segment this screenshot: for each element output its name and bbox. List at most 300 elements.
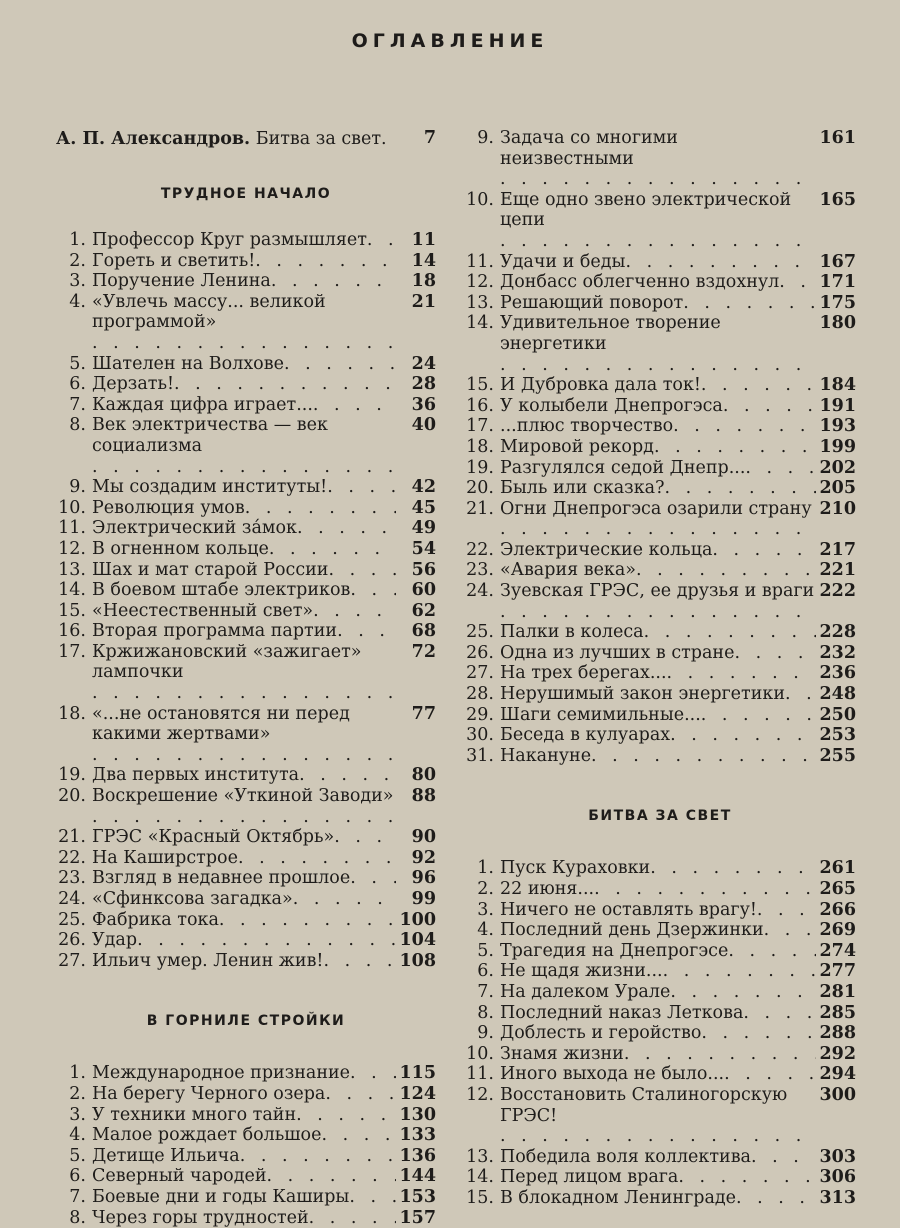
toc-entry-title: Вторая программа партии <box>92 621 338 642</box>
toc-entry-number: 31. <box>466 745 494 766</box>
toc-entry-title: Кржижановский «зажигает» лампочки <box>92 641 362 683</box>
toc-entry-number: 27. <box>466 663 494 684</box>
dot-leader <box>367 230 396 251</box>
dot-leader <box>92 457 396 478</box>
dot-leader <box>299 765 396 786</box>
dot-leader <box>743 1003 816 1024</box>
toc-entry-number: 6. <box>69 1166 86 1187</box>
toc-entry[interactable] <box>464 313 856 375</box>
toc-entry-title: Огни Днепрогэса озарили страну <box>500 498 812 519</box>
toc-page-number: 205 <box>819 478 856 499</box>
dot-leader <box>701 1023 816 1044</box>
toc-entry[interactable] <box>464 858 856 879</box>
dot-leader <box>724 1064 816 1085</box>
dot-leader <box>636 560 816 581</box>
dot-leader <box>625 252 816 273</box>
toc-entry-title: Дерзать! <box>92 374 175 395</box>
toc-entry[interactable] <box>56 868 436 889</box>
dot-leader <box>309 1208 396 1228</box>
dot-leader <box>728 941 816 962</box>
dot-leader <box>785 684 816 705</box>
toc-entry[interactable] <box>464 478 856 499</box>
toc-entry-number: 9. <box>477 1023 494 1044</box>
toc-entry[interactable] <box>56 395 436 416</box>
toc-entry[interactable] <box>464 396 856 417</box>
toc-entry-number: 7. <box>69 394 86 415</box>
toc-page-number: 7 <box>423 128 436 148</box>
toc-entry-number: 3. <box>69 271 86 292</box>
dot-leader <box>701 375 816 396</box>
toc-entry[interactable] <box>464 1188 856 1209</box>
toc-entry[interactable] <box>464 879 856 900</box>
toc-entry-number: 8. <box>69 1207 86 1228</box>
toc-entry-number: 27. <box>58 950 86 971</box>
toc-entry-number: 5. <box>69 353 86 374</box>
toc-page-number: 236 <box>819 663 856 684</box>
toc-entry[interactable] <box>56 621 436 642</box>
toc-entry[interactable] <box>464 416 856 437</box>
toc-entry-title: Последний наказ Леткова <box>500 1002 744 1023</box>
toc-column-right <box>464 128 856 1209</box>
dot-leader <box>500 169 816 190</box>
toc-page-number: 72 <box>411 641 436 662</box>
toc-entry-number: 3. <box>477 899 494 920</box>
toc-entry[interactable] <box>464 684 856 705</box>
toc-entry-title: Международное признание <box>92 1063 351 1084</box>
toc-entry[interactable] <box>464 622 856 643</box>
dot-leader <box>650 858 816 879</box>
toc-page-number: 292 <box>819 1043 856 1064</box>
toc-entry[interactable] <box>464 252 856 273</box>
toc-list <box>56 1063 436 1228</box>
toc-entry[interactable] <box>56 1063 436 1084</box>
toc-entry-number: 25. <box>58 909 86 930</box>
toc-entry[interactable] <box>56 1208 436 1228</box>
dot-leader <box>92 745 396 766</box>
toc-entry-title: Удар <box>92 930 138 951</box>
dot-leader <box>328 560 396 581</box>
toc-page-number: 100 <box>399 909 436 930</box>
toc-page-number: 49 <box>411 518 436 539</box>
toc-entry-title: Знамя жизни <box>500 1043 624 1064</box>
dot-leader <box>92 683 396 704</box>
toc-entry-title: Беседа в кулуарах <box>500 725 671 746</box>
toc-entry-number: 5. <box>477 940 494 961</box>
toc-entry[interactable] <box>464 272 856 293</box>
section-heading: В ГОРНИЛЕ СТРОЙКИ <box>146 1013 346 1030</box>
toc-entry[interactable] <box>56 477 436 498</box>
toc-entry-title: Шателен на Волхове <box>92 353 284 374</box>
toc-entry-title: Перед лицом врага <box>500 1167 679 1188</box>
toc-entry-title: Мы создадим институты! <box>92 477 328 498</box>
toc-page-number: 277 <box>819 961 856 982</box>
toc-entry[interactable] <box>56 518 436 539</box>
toc-entry[interactable] <box>56 354 436 375</box>
toc-entry-title: Гореть и светить! <box>92 250 256 271</box>
toc-entry-title: Победила воля коллектива <box>500 1146 751 1167</box>
toc-entry-number: 2. <box>477 879 494 899</box>
dot-leader <box>723 396 816 417</box>
dot-leader <box>670 982 816 1003</box>
toc-entry-number: 11. <box>466 1064 494 1085</box>
toc-entry[interactable] <box>56 827 436 848</box>
dot-leader <box>293 889 396 910</box>
toc-page-number: 281 <box>819 981 856 1002</box>
toc-entry[interactable] <box>464 375 856 396</box>
dot-leader <box>313 601 396 622</box>
toc-entry-number: 15. <box>58 600 86 621</box>
toc-page-number: 269 <box>819 920 856 941</box>
toc-entry-title: На берегу Черного озера <box>92 1083 326 1104</box>
toc-page-number: 248 <box>819 684 856 705</box>
toc-entry-title: Ильич умер. Ленин жив! <box>92 950 324 971</box>
dot-leader <box>219 910 396 931</box>
toc-entry-number: 30. <box>466 725 494 746</box>
toc-entry-number: 17. <box>466 416 494 437</box>
toc-entry-number: 4. <box>477 920 494 941</box>
dot-leader <box>779 272 816 293</box>
toc-page-number: 88 <box>411 786 436 807</box>
toc-page-number: 36 <box>411 394 436 415</box>
toc-entry[interactable] <box>464 725 856 746</box>
toc-entry-number: 11. <box>466 251 494 272</box>
toc-entry[interactable] <box>464 643 856 664</box>
dot-leader <box>255 251 396 272</box>
toc-entry[interactable] <box>464 1023 856 1044</box>
toc-entry[interactable] <box>464 900 856 921</box>
toc-entry[interactable] <box>464 705 856 726</box>
toc-entry-number: 19. <box>466 457 494 478</box>
toc-entry-number: 6. <box>69 374 86 395</box>
toc-entry[interactable] <box>56 580 436 601</box>
toc-page-number: 250 <box>819 704 856 725</box>
toc-entry[interactable] <box>464 746 856 767</box>
toc-entry[interactable] <box>56 704 436 766</box>
toc-entry-title: Малое рождает большое <box>92 1125 322 1146</box>
toc-entry[interactable] <box>56 374 436 395</box>
toc-entry-number: 16. <box>466 395 494 416</box>
toc-page-number: 274 <box>819 940 856 961</box>
dot-leader <box>313 395 396 416</box>
foreword-title: Битва за свет <box>255 129 382 149</box>
toc-entry-number: 15. <box>466 375 494 396</box>
toc-entry-number: 26. <box>466 642 494 663</box>
toc-page-number: 124 <box>399 1083 436 1104</box>
toc-entry-number: 8. <box>477 1002 494 1023</box>
dot-leader <box>667 663 816 684</box>
toc-entry[interactable] <box>464 1044 856 1065</box>
toc-page-number: 175 <box>819 292 856 313</box>
toc-page-number: 210 <box>819 498 856 519</box>
toc-entry-number: 24. <box>466 581 494 602</box>
toc-page-number: 193 <box>819 416 856 437</box>
toc-entry-number: 7. <box>477 981 494 1002</box>
dot-leader <box>500 231 816 252</box>
toc-entry[interactable] <box>56 292 436 354</box>
toc-entry-number: 1. <box>69 230 86 250</box>
toc-entry-number: 2. <box>69 1083 86 1104</box>
dot-leader <box>757 900 816 921</box>
toc-entry-title: У техники много тайн <box>92 1104 297 1125</box>
toc-page-number: 104 <box>399 930 436 951</box>
toc-entry[interactable] <box>464 540 856 561</box>
toc-entry-number: 3. <box>69 1104 86 1125</box>
dot-leader <box>751 1147 816 1168</box>
dot-leader <box>349 1187 396 1208</box>
dot-leader <box>238 848 396 869</box>
toc-entry-title: Донбасс облегченно вздохнул <box>500 272 780 293</box>
dot-leader <box>736 1188 816 1209</box>
toc-entry-title: Ничего не оставлять врагу! <box>500 899 757 920</box>
toc-entry-title: Пуск Кураховки <box>500 858 651 879</box>
toc-entry-number: 21. <box>58 827 86 848</box>
toc-entry[interactable] <box>56 930 436 951</box>
toc-entry-number: 22. <box>58 847 86 868</box>
toc-list <box>464 858 856 1208</box>
dot-leader <box>296 1105 396 1126</box>
toc-entry[interactable] <box>56 1166 436 1187</box>
toc-entry[interactable] <box>464 982 856 1003</box>
toc-entry-title: На трех берегах... <box>500 663 667 684</box>
dot-leader <box>350 580 396 601</box>
toc-entry-number: 21. <box>466 498 494 519</box>
toc-entry[interactable] <box>56 415 436 477</box>
toc-page-number: 228 <box>819 622 856 643</box>
toc-list <box>464 128 856 766</box>
toc-page-number: 300 <box>819 1084 856 1105</box>
toc-entry-number: 17. <box>58 641 86 662</box>
toc-page-number: 184 <box>819 375 856 396</box>
toc-entry-title: Электрический за́мок <box>92 518 297 539</box>
foreword-author: А. П. Александров. <box>56 129 251 149</box>
toc-page-number: 14 <box>411 250 436 271</box>
toc-entry-title: Век электричества — век социализма <box>92 415 328 456</box>
toc-page-number: 161 <box>819 128 856 148</box>
toc-entry-title: Одна из лучших в стране <box>500 642 735 663</box>
toc-entry-title: 22 июня... <box>500 879 595 899</box>
toc-entry[interactable] <box>56 271 436 292</box>
toc-entry-number: 26. <box>58 930 86 951</box>
toc-page-number: 157 <box>399 1207 436 1228</box>
toc-entry[interactable] <box>464 1003 856 1024</box>
toc-entry[interactable] <box>56 910 436 931</box>
section-heading: ТРУДНОЕ НАЧАЛО <box>160 186 332 202</box>
toc-entry-number: 25. <box>466 622 494 643</box>
toc-entry-title: Боевые дни и годы Каширы <box>92 1186 350 1207</box>
toc-page-number: 99 <box>411 889 436 909</box>
toc-entry-title: «Увлечь массу... великой программой» <box>92 291 326 333</box>
toc-entry-title: Каждая цифра играет... <box>92 394 313 415</box>
dot-leader <box>334 827 396 848</box>
toc-entry-title: Шах и мат старой России <box>92 559 329 580</box>
toc-entry-number: 24. <box>58 889 86 909</box>
toc-entry-number: 28. <box>466 684 494 705</box>
toc-entry[interactable] <box>56 889 436 910</box>
toc-entry[interactable] <box>464 458 856 479</box>
toc-page-number: 60 <box>411 580 436 601</box>
toc-entry-number: 13. <box>58 559 86 580</box>
dot-leader <box>271 271 396 292</box>
toc-entry[interactable] <box>56 848 436 869</box>
dot-leader <box>678 1167 816 1188</box>
toc-entry-number: 4. <box>69 291 86 312</box>
dot-leader <box>284 354 396 375</box>
toc-page-number: 313 <box>819 1187 856 1208</box>
toc-page-number: 255 <box>819 745 856 766</box>
toc-page-number: 303 <box>819 1146 856 1167</box>
toc-page-number: 261 <box>819 858 856 879</box>
toc-entry[interactable] <box>56 1125 436 1146</box>
toc-entry[interactable] <box>56 560 436 581</box>
toc-entry[interactable] <box>464 1147 856 1168</box>
toc-entry[interactable] <box>464 581 856 622</box>
toc-page-number: 253 <box>819 725 856 746</box>
toc-list <box>56 230 436 971</box>
toc-entry-title: Восстановить Сталиногорскую ГРЭС! <box>500 1084 788 1126</box>
toc-entry-number: 29. <box>466 704 494 725</box>
toc-page-number: 306 <box>819 1167 856 1188</box>
toc-entry-title: У колыбели Днепрогэса <box>500 395 723 416</box>
toc-entry[interactable] <box>464 293 856 314</box>
toc-page-number: 165 <box>819 189 856 210</box>
toc-page-number: 90 <box>411 827 436 848</box>
dot-leader <box>764 920 816 941</box>
toc-entry[interactable] <box>464 190 856 252</box>
toc-entry[interactable] <box>56 539 436 560</box>
toc-page-number: 180 <box>819 313 856 334</box>
toc-entry[interactable] <box>464 1085 856 1147</box>
toc-entry-title: Решающий поворот <box>500 292 684 313</box>
dot-leader <box>683 293 816 314</box>
toc-entry-title: Разгулялся седой Днепр... <box>500 457 746 478</box>
dot-leader <box>500 602 816 623</box>
toc-entry-number: 19. <box>58 765 86 786</box>
toc-foreword[interactable] <box>56 128 436 150</box>
toc-entry-number: 1. <box>69 1063 86 1084</box>
toc-entry[interactable] <box>464 1064 856 1085</box>
toc-entry[interactable] <box>464 941 856 962</box>
toc-page-number: 217 <box>819 539 856 560</box>
toc-page-number: 40 <box>411 415 436 436</box>
toc-entry-number: 7. <box>69 1186 86 1207</box>
toc-page-number: 285 <box>819 1002 856 1023</box>
dot-leader <box>323 951 396 972</box>
toc-entry-number: 12. <box>466 272 494 293</box>
toc-page-number: 133 <box>399 1125 436 1146</box>
toc-entry-number: 13. <box>466 1146 494 1167</box>
toc-entry[interactable] <box>56 765 436 786</box>
toc-entry-title: В блокадном Ленинграде <box>500 1187 737 1208</box>
toc-entry-number: 12. <box>466 1084 494 1105</box>
toc-page-number: 115 <box>399 1063 436 1084</box>
dot-leader <box>712 540 816 561</box>
toc-entry[interactable] <box>464 1167 856 1188</box>
section-heading: БИТВА ЗА СВЕТ <box>588 808 732 825</box>
toc-entry[interactable] <box>56 230 436 251</box>
toc-page-number: 68 <box>411 621 436 642</box>
toc-page-number: 77 <box>411 703 436 724</box>
dot-leader <box>745 458 816 479</box>
toc-entry[interactable] <box>56 786 436 827</box>
toc-entry-number: 1. <box>477 858 494 879</box>
toc-entry-title: «...не остановятся ни перед какими жертвами» <box>92 703 350 745</box>
toc-entry[interactable] <box>56 1084 436 1105</box>
dot-leader <box>500 355 816 376</box>
toc-entry-title: Зуевская ГРЭС, ее друзья и враги <box>500 581 815 602</box>
toc-entry-title: Не щадя жизни... <box>500 961 663 982</box>
toc-entry-number: 4. <box>69 1125 86 1146</box>
toc-entry-title: Задача со многими неизвестными <box>500 128 678 169</box>
toc-entry[interactable] <box>56 498 436 519</box>
toc-entry-title: Удачи и беды <box>500 251 626 272</box>
dot-leader <box>92 333 396 354</box>
toc-entry-title: Через горы трудностей <box>92 1207 309 1228</box>
toc-entry-title: Еще одно звено электрической цепи <box>500 189 792 231</box>
toc-entry-number: 14. <box>58 580 86 601</box>
toc-entry[interactable] <box>464 560 856 581</box>
toc-entry[interactable] <box>464 920 856 941</box>
toc-entry-number: 6. <box>477 961 494 982</box>
toc-page-number: 96 <box>411 868 436 889</box>
dot-leader <box>267 1166 396 1187</box>
toc-page-number: 265 <box>819 879 856 899</box>
toc-entry-number: 18. <box>466 436 494 457</box>
toc-entry[interactable] <box>56 601 436 622</box>
toc-column-left <box>56 128 436 1228</box>
toc-entry-title: Быль или сказка? <box>500 478 665 499</box>
toc-page-number: 28 <box>411 374 436 395</box>
toc-entry[interactable] <box>56 1187 436 1208</box>
dot-leader <box>500 1126 816 1147</box>
toc-page-number: 21 <box>411 291 436 312</box>
dot-leader <box>381 129 396 150</box>
toc-page-number: 54 <box>411 538 436 559</box>
toc-entry[interactable] <box>56 1146 436 1167</box>
toc-entry-number: 10. <box>466 1043 494 1064</box>
toc-entry-title: В боевом штабе электриков <box>92 580 351 601</box>
toc-entry[interactable] <box>464 128 856 190</box>
toc-entry-number: 16. <box>58 621 86 642</box>
toc-page-number: 62 <box>411 600 436 621</box>
dot-leader <box>240 1146 396 1167</box>
dot-leader <box>92 807 396 828</box>
toc-page-number: 130 <box>399 1104 436 1125</box>
toc-page-number: 45 <box>411 497 436 518</box>
toc-entry[interactable] <box>56 951 436 972</box>
toc-entry[interactable] <box>464 663 856 684</box>
toc-entry-title: Удивительное творение энергетики <box>500 313 721 354</box>
toc-entry[interactable] <box>56 251 436 272</box>
toc-page-number: 191 <box>819 395 856 416</box>
toc-entry[interactable] <box>56 642 436 704</box>
toc-entry[interactable] <box>56 1105 436 1126</box>
toc-entry-title: Последний день Дзержинки <box>500 920 764 941</box>
dot-leader <box>327 477 396 498</box>
toc-page-number: 144 <box>399 1166 436 1187</box>
toc-entry-title: Накануне <box>500 745 592 766</box>
toc-entry-title: Революция умов <box>92 497 245 518</box>
dot-leader <box>174 374 396 395</box>
toc-entry[interactable] <box>464 437 856 458</box>
toc-entry[interactable] <box>464 499 856 540</box>
toc-page-number: 294 <box>819 1064 856 1085</box>
toc-entry[interactable] <box>464 961 856 982</box>
dot-leader <box>321 1125 396 1146</box>
toc-entry-title: Электрические кольца <box>500 539 713 560</box>
toc-entry-number: 11. <box>58 518 86 539</box>
toc-entry-number: 18. <box>58 703 86 724</box>
dot-leader <box>500 519 816 540</box>
